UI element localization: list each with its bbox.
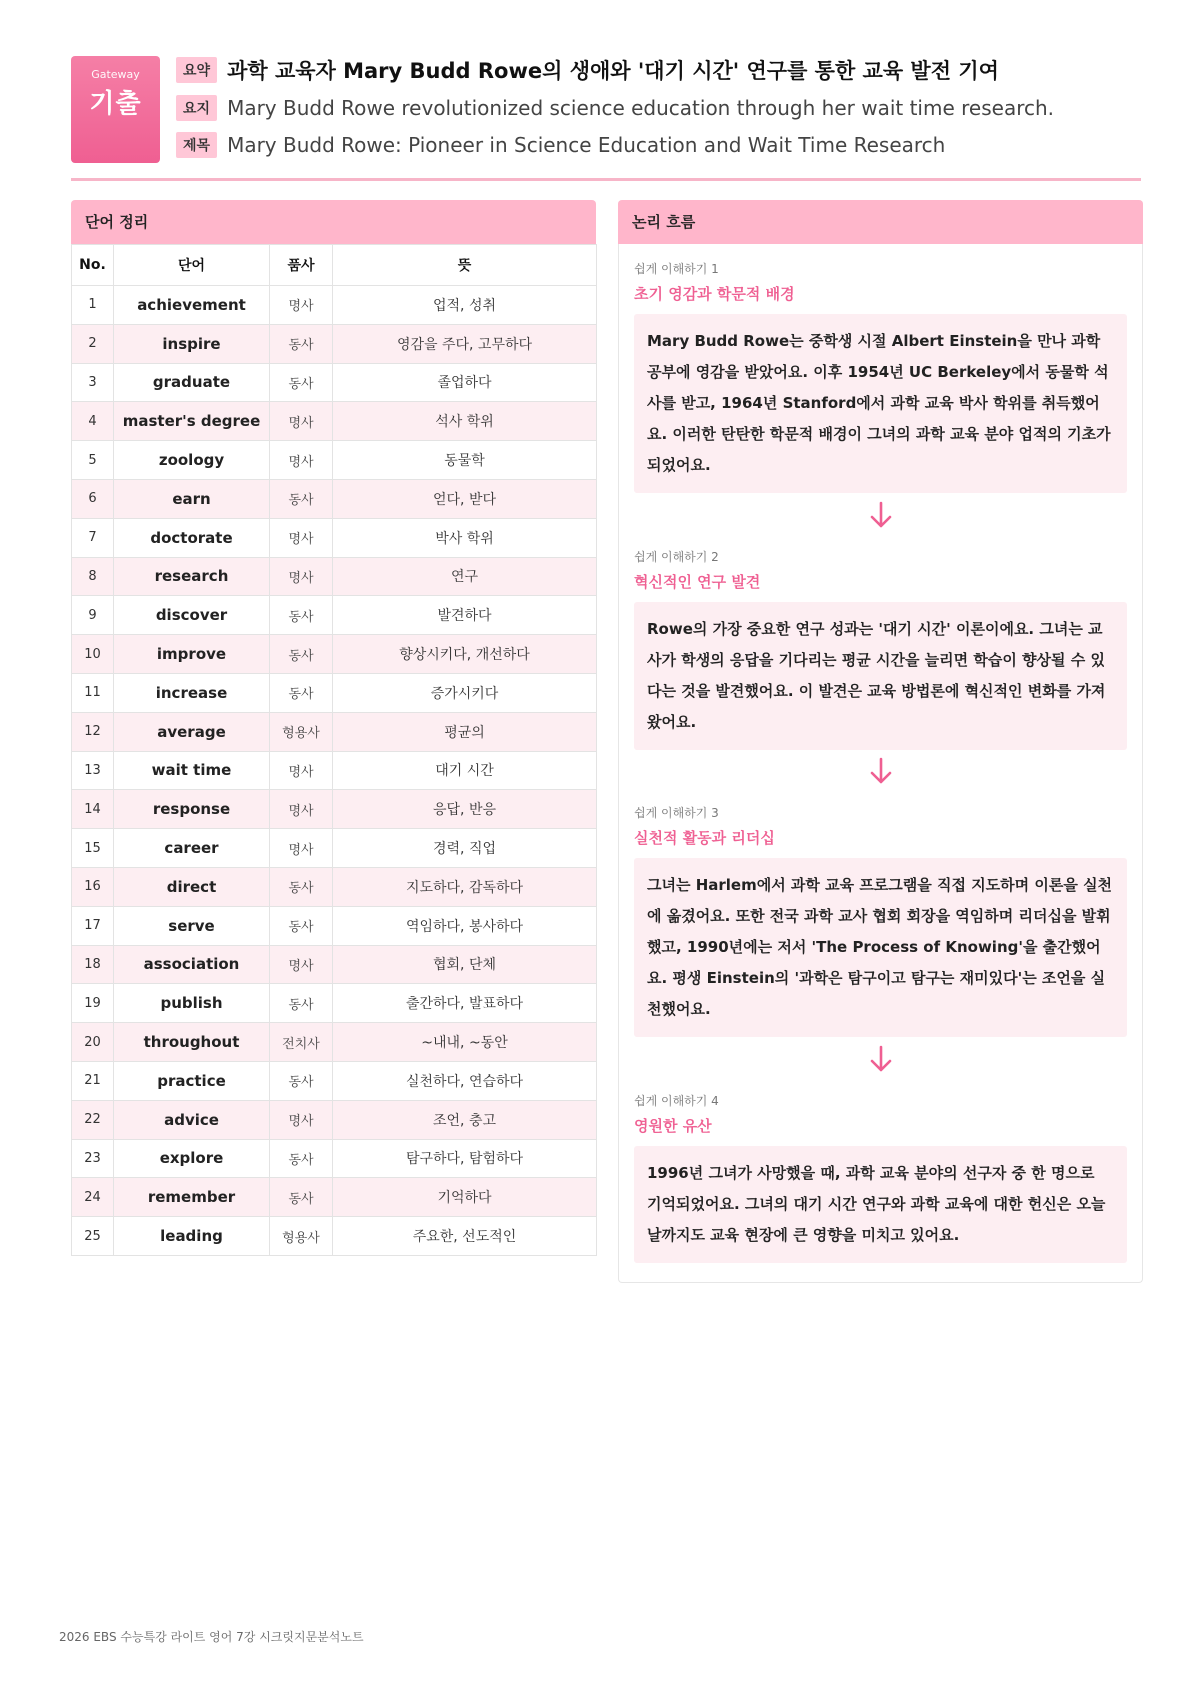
table-row <box>72 1139 597 1178</box>
table-row <box>72 635 597 674</box>
vocab-word: direct <box>114 867 270 906</box>
table-row <box>72 1023 597 1062</box>
vocab-word: achievement <box>114 286 270 325</box>
summary-text: 과학 교육자 Mary Budd Rowe의 생애와 '대기 시간' 연구를 통한 교육 발전 기여 <box>227 59 999 83</box>
step-label: 쉽게 이해하기 4 <box>634 1094 719 1108</box>
step-title: 영원한 유산 <box>634 1117 712 1135</box>
vocab-number: 18 <box>72 945 114 984</box>
table-row <box>72 673 597 712</box>
vocab-number: 7 <box>72 518 114 557</box>
vocab-number: 24 <box>72 1178 114 1217</box>
flow-step-1 <box>634 260 1127 493</box>
vocab-meaning: 실천하다, 연습하다 <box>333 1061 597 1100</box>
vocab-number: 20 <box>72 1023 114 1062</box>
vocab-word: doctorate <box>114 518 270 557</box>
vocab-word: association <box>114 945 270 984</box>
step-title: 실천적 활동과 리더십 <box>634 829 775 847</box>
vocab-word: practice <box>114 1061 270 1100</box>
vocab-heading: 단어 정리 <box>71 200 596 244</box>
table-row <box>72 441 597 480</box>
vocab-word: earn <box>114 479 270 518</box>
vocab-number: 16 <box>72 867 114 906</box>
vocab-meaning: 기억하다 <box>333 1178 597 1217</box>
vocab-number: 5 <box>72 441 114 480</box>
vocab-number: 11 <box>72 673 114 712</box>
vocab-word: wait time <box>114 751 270 790</box>
vocab-meaning: 영감을 주다, 고무하다 <box>333 324 597 363</box>
step-label: 쉽게 이해하기 1 <box>634 262 719 276</box>
vocab-word: explore <box>114 1139 270 1178</box>
table-row <box>72 867 597 906</box>
flow-panel <box>618 200 1143 1283</box>
header-divider <box>71 178 1141 181</box>
vocab-number: 9 <box>72 596 114 635</box>
vocab-meaning: ~내내, ~동안 <box>333 1023 597 1062</box>
vocab-table <box>71 244 597 1256</box>
table-row <box>72 790 597 829</box>
vocab-pos: 전치사 <box>270 1023 333 1062</box>
vocab-meaning: 발견하다 <box>333 596 597 635</box>
vocab-meaning: 대기 시간 <box>333 751 597 790</box>
vocab-meaning: 출간하다, 발표하다 <box>333 984 597 1023</box>
vocab-number: 4 <box>72 402 114 441</box>
vocab-meaning: 얻다, 받다 <box>333 479 597 518</box>
vocab-number: 23 <box>72 1139 114 1178</box>
vocab-number: 3 <box>72 363 114 402</box>
vocab-word: improve <box>114 635 270 674</box>
title-row <box>176 130 945 160</box>
vocab-pos: 명사 <box>270 1100 333 1139</box>
vocab-pos: 동사 <box>270 363 333 402</box>
table-row <box>72 1178 597 1217</box>
vocab-panel <box>71 200 596 1256</box>
flow-step-2 <box>634 548 1127 750</box>
table-row <box>72 324 597 363</box>
vocab-meaning: 협회, 단체 <box>333 945 597 984</box>
badge-big-text: 기출 <box>89 89 142 119</box>
table-row <box>72 751 597 790</box>
vocab-pos: 동사 <box>270 324 333 363</box>
title-tag: 제목 <box>176 132 217 158</box>
vocab-number: 14 <box>72 790 114 829</box>
vocab-pos: 명사 <box>270 945 333 984</box>
vocab-number: 6 <box>72 479 114 518</box>
table-row <box>72 1217 597 1256</box>
step-text: Rowe의 가장 중요한 연구 성과는 '대기 시간' 이론이에요. 그녀는 교사가 학생의 응답을 기다리는 평균 시간을 늘리면 학습이 향상될 수 있다는 것을 발견했어요. 이 발견은 교육 방법론에 혁신적인 변화를 가져왔어요. <box>634 602 1127 750</box>
vocab-word: master's degree <box>114 402 270 441</box>
step-label: 쉽게 이해하기 2 <box>634 550 719 564</box>
badge-small-text: Gateway <box>91 68 140 81</box>
vocab-number: 2 <box>72 324 114 363</box>
table-row <box>72 829 597 868</box>
vocab-word: response <box>114 790 270 829</box>
vocab-meaning: 박사 학위 <box>333 518 597 557</box>
vocab-meaning: 평균의 <box>333 712 597 751</box>
summary-tag: 요약 <box>176 57 217 83</box>
step-text: 1996년 그녀가 사망했을 때, 과학 교육 분야의 선구자 중 한 명으로 기억되었어요. 그녀의 대기 시간 연구와 과학 교육에 대한 헌신은 오늘날까지도 교육 현장에 큰 영향을 미치고 있어요. <box>634 1146 1127 1263</box>
vocab-pos: 명사 <box>270 518 333 557</box>
vocab-pos: 명사 <box>270 402 333 441</box>
gist-tag: 요지 <box>176 95 217 121</box>
vocab-meaning: 업적, 성취 <box>333 286 597 325</box>
step-title: 초기 영감과 학문적 배경 <box>634 285 795 303</box>
table-row <box>72 712 597 751</box>
table-row <box>72 518 597 557</box>
vocab-word: advice <box>114 1100 270 1139</box>
table-row <box>72 945 597 984</box>
vocab-meaning: 경력, 직업 <box>333 829 597 868</box>
vocab-pos: 명사 <box>270 751 333 790</box>
title-text: Mary Budd Rowe: Pioneer in Science Education and Wait Time Research <box>227 133 946 157</box>
flow-step-4 <box>634 1092 1127 1263</box>
vocab-body <box>72 286 597 1256</box>
step-label: 쉽게 이해하기 3 <box>634 806 719 820</box>
table-row <box>72 984 597 1023</box>
vocab-header-row <box>72 245 597 286</box>
vocab-pos: 동사 <box>270 673 333 712</box>
vocab-meaning: 주요한, 선도적인 <box>333 1217 597 1256</box>
vocab-word: serve <box>114 906 270 945</box>
vocab-number: 13 <box>72 751 114 790</box>
flow-heading: 논리 흐름 <box>618 200 1143 244</box>
vocab-pos: 형용사 <box>270 712 333 751</box>
col-meaning: 뜻 <box>333 245 597 286</box>
table-row <box>72 1100 597 1139</box>
table-row <box>72 557 597 596</box>
vocab-meaning: 연구 <box>333 557 597 596</box>
gist-row <box>176 93 1054 123</box>
vocab-number: 15 <box>72 829 114 868</box>
vocab-word: discover <box>114 596 270 635</box>
vocab-number: 17 <box>72 906 114 945</box>
table-row <box>72 402 597 441</box>
vocab-number: 25 <box>72 1217 114 1256</box>
vocab-pos: 동사 <box>270 906 333 945</box>
vocab-meaning: 동물학 <box>333 441 597 480</box>
vocab-word: career <box>114 829 270 868</box>
col-no: No. <box>72 245 114 286</box>
vocab-pos: 동사 <box>270 984 333 1023</box>
step-text: 그녀는 Harlem에서 과학 교육 프로그램을 직접 지도하며 이론을 실천에 옮겼어요. 또한 전국 과학 교사 협회 회장을 역임하며 리더십을 발휘했고, 1990년에는 저서 'The Process of Knowing'을 출간했어요. 평생 Einstein의 '과학은 탐구이고 탐구는 재미있다'는 조언을 실천했어요. <box>634 858 1127 1037</box>
vocab-meaning: 응답, 반응 <box>333 790 597 829</box>
vocab-pos: 동사 <box>270 1061 333 1100</box>
arrow-down-icon <box>619 1044 1142 1078</box>
table-row <box>72 479 597 518</box>
table-row <box>72 906 597 945</box>
vocab-meaning: 향상시키다, 개선하다 <box>333 635 597 674</box>
col-word: 단어 <box>114 245 270 286</box>
vocab-pos: 동사 <box>270 1139 333 1178</box>
footer-text: 2026 EBS 수능특강 라이트 영어 7강 시크릿지문분석노트 <box>59 1630 364 1644</box>
vocab-pos: 동사 <box>270 479 333 518</box>
vocab-word: remember <box>114 1178 270 1217</box>
vocab-meaning: 석사 학위 <box>333 402 597 441</box>
step-text: Mary Budd Rowe는 중학생 시절 Albert Einstein을 만나 과학 공부에 영감을 받았어요. 이후 1954년 UC Berkeley에서 동물학 석사를 받고, 1964년 Stanford에서 과학 교육 박사 학위를 취득했어요. 이러한 탄탄한 학문적 배경이 그녀의 과학 교육 분야 업적의 기초가 되었어요. <box>634 314 1127 493</box>
table-row <box>72 1061 597 1100</box>
vocab-number: 19 <box>72 984 114 1023</box>
vocab-pos: 동사 <box>270 867 333 906</box>
flow-step-3 <box>634 804 1127 1037</box>
table-row <box>72 286 597 325</box>
vocab-word: increase <box>114 673 270 712</box>
vocab-number: 21 <box>72 1061 114 1100</box>
vocab-word: inspire <box>114 324 270 363</box>
table-row <box>72 596 597 635</box>
vocab-pos: 명사 <box>270 829 333 868</box>
vocab-word: research <box>114 557 270 596</box>
vocab-number: 10 <box>72 635 114 674</box>
gateway-badge <box>71 56 160 163</box>
vocab-pos: 동사 <box>270 635 333 674</box>
summary-row <box>176 55 999 85</box>
vocab-meaning: 탐구하다, 탐험하다 <box>333 1139 597 1178</box>
table-row <box>72 363 597 402</box>
vocab-pos: 명사 <box>270 557 333 596</box>
vocab-pos: 명사 <box>270 286 333 325</box>
vocab-word: leading <box>114 1217 270 1256</box>
vocab-word: average <box>114 712 270 751</box>
vocab-pos: 동사 <box>270 596 333 635</box>
vocab-meaning: 지도하다, 감독하다 <box>333 867 597 906</box>
vocab-pos: 형용사 <box>270 1217 333 1256</box>
vocab-number: 12 <box>72 712 114 751</box>
vocab-meaning: 증가시키다 <box>333 673 597 712</box>
vocab-pos: 동사 <box>270 1178 333 1217</box>
vocab-word: graduate <box>114 363 270 402</box>
vocab-meaning: 역임하다, 봉사하다 <box>333 906 597 945</box>
vocab-number: 22 <box>72 1100 114 1139</box>
col-pos: 품사 <box>270 245 333 286</box>
vocab-word: publish <box>114 984 270 1023</box>
vocab-word: zoology <box>114 441 270 480</box>
vocab-meaning: 졸업하다 <box>333 363 597 402</box>
vocab-number: 8 <box>72 557 114 596</box>
vocab-number: 1 <box>72 286 114 325</box>
arrow-down-icon <box>619 500 1142 534</box>
step-title: 혁신적인 연구 발견 <box>634 573 761 591</box>
vocab-pos: 명사 <box>270 441 333 480</box>
vocab-word: throughout <box>114 1023 270 1062</box>
arrow-down-icon <box>619 756 1142 790</box>
gist-text: Mary Budd Rowe revolutionized science education through her wait time research. <box>227 96 1055 120</box>
vocab-pos: 명사 <box>270 790 333 829</box>
vocab-meaning: 조언, 충고 <box>333 1100 597 1139</box>
